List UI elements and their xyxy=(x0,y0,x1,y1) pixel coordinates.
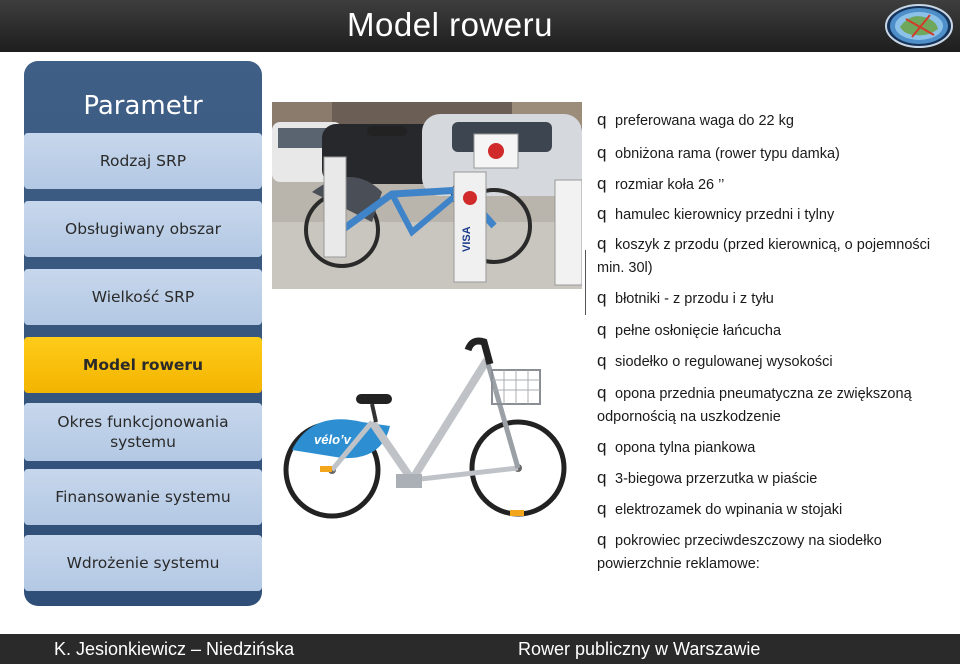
footer-title: Rower publiczny w Warszawie xyxy=(518,639,761,659)
bullet-icon: q xyxy=(597,468,607,487)
slide-footer xyxy=(0,634,960,664)
list-item xyxy=(597,381,937,429)
sidebar-item-label: Model roweru xyxy=(82,356,204,374)
sidebar-item-wdrozenie[interactable] xyxy=(24,535,262,591)
bullet-icon: q xyxy=(597,143,607,162)
bullet-icon: q xyxy=(597,351,607,370)
list-item-text: opona przednia pneumatyczna ze zwiększoną odpornością na uszkodzenie xyxy=(597,386,912,425)
sidebar-item-label: Obsługiwany obszar xyxy=(65,220,221,238)
bullet-icon: q xyxy=(597,499,607,518)
sidebar-item-label: Wdrożenie systemu xyxy=(66,554,220,572)
list-item-text: koszyk z przodu (przed kierownicą, o pojemności min. 30l) xyxy=(597,237,931,276)
list-item-text: opona tylna piankowa xyxy=(615,440,756,456)
footer-author: K. Jesionkiewicz – Niedzińska xyxy=(54,639,295,659)
bullet-icon: q xyxy=(597,437,607,456)
list-item xyxy=(597,141,937,166)
sidebar-item-model-roweru[interactable] xyxy=(24,337,262,393)
sidebar-item-rodzaj-srp[interactable] xyxy=(24,133,262,189)
list-item-text: obniżona rama (rower typu damka) xyxy=(615,146,840,162)
list-item-text: elektrozamek do wpinania w stojaki xyxy=(615,502,843,518)
bike-station-photo xyxy=(272,102,582,289)
list-item xyxy=(597,108,937,133)
velov-brand: vélo’v xyxy=(314,432,351,447)
list-item-text: pełne osłonięcie łańcucha xyxy=(615,323,782,339)
list-item xyxy=(597,286,937,311)
list-item xyxy=(597,318,937,343)
list-item-text: błotniki - z przodu i z tyłu xyxy=(615,291,774,307)
sidebar-item-label: Okres funkcjonowania systemu xyxy=(57,413,229,451)
sidebar-item-label: Rodzaj SRP xyxy=(99,152,187,170)
sidebar-heading: Parametr xyxy=(83,91,203,121)
list-item xyxy=(597,232,937,280)
bullet-icon: q xyxy=(597,204,607,223)
sidebar-item-label: Finansowanie systemu xyxy=(55,488,231,506)
list-item-text: 3-biegowa przerzutka w piaście xyxy=(615,471,818,487)
bullet-icon: q xyxy=(597,110,607,129)
list-item xyxy=(597,466,937,491)
slide-header xyxy=(0,0,960,52)
visa-sign: VISA xyxy=(461,226,473,252)
sidebar-item-okres-funkcjonowania[interactable] xyxy=(24,403,262,461)
list-item-text: rozmiar koła 26 ’’ xyxy=(615,177,725,193)
bullet-icon: q xyxy=(597,234,607,253)
parameter-sidebar xyxy=(24,61,262,606)
list-item-text: siodełko o regulowanej wysokości xyxy=(615,354,833,370)
bullet-icon: q xyxy=(597,383,607,402)
list-item-text: hamulec kierownicy przedni i tylny xyxy=(615,207,835,223)
velov-bike-photo xyxy=(272,330,582,530)
list-item-text: pokrowiec przeciwdeszczowy na siodełko powierzchnie reklamowe: xyxy=(597,533,882,572)
list-item xyxy=(597,349,937,374)
list-item xyxy=(597,435,937,460)
separator-line xyxy=(585,250,586,315)
list-item-text: preferowana waga do 22 kg xyxy=(615,113,794,129)
slide-title: Model roweru xyxy=(347,6,553,43)
list-item xyxy=(597,172,937,197)
list-item xyxy=(597,497,937,522)
globe-logo-icon xyxy=(884,3,954,49)
sidebar-item-label: Wielkość SRP xyxy=(91,288,195,306)
bullet-icon: q xyxy=(597,174,607,193)
bullet-icon: q xyxy=(597,320,607,339)
list-item xyxy=(597,528,937,576)
bullet-icon: q xyxy=(597,288,607,307)
sidebar-item-wielkosc-srp[interactable] xyxy=(24,269,262,325)
bullet-icon: q xyxy=(597,530,607,549)
list-item xyxy=(597,202,937,227)
sidebar-item-obslugiwany-obszar[interactable] xyxy=(24,201,262,257)
sidebar-item-finansowanie[interactable] xyxy=(24,469,262,525)
